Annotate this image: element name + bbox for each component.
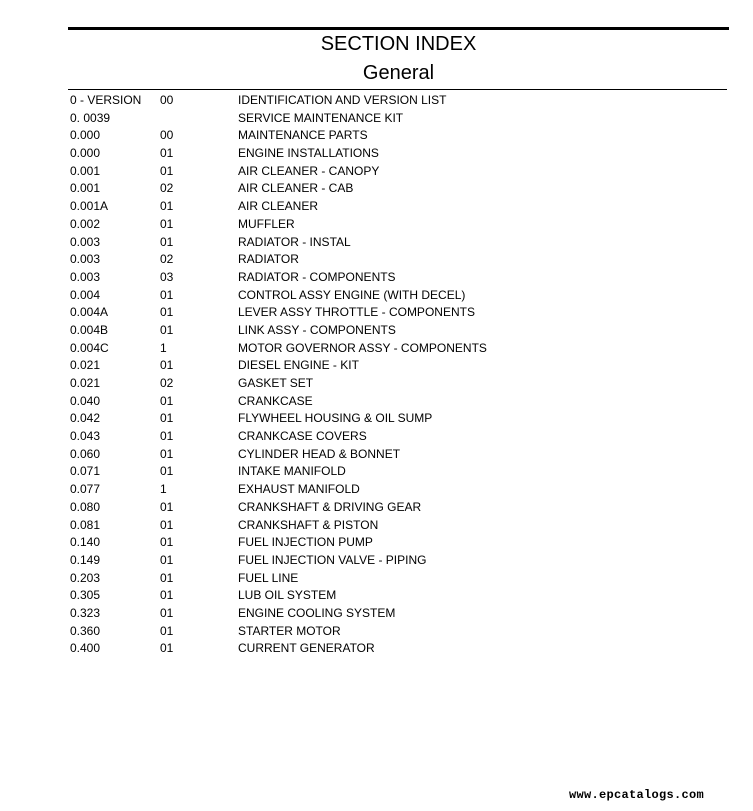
version-number: 01	[160, 517, 174, 532]
index-row	[70, 375, 727, 393]
section-number: 0.077	[70, 482, 101, 497]
section-description: RADIATOR	[238, 252, 299, 267]
watermark: www.epcatalogs.com	[568, 788, 704, 802]
index-row	[70, 357, 727, 375]
section-description: AIR CLEANER - CANOPY	[238, 163, 380, 178]
section-number: 0.001	[70, 181, 101, 196]
section-number: 0.360	[70, 623, 101, 638]
section-description: GASKET SET	[238, 376, 314, 390]
section-description: INTAKE MANIFOLD	[238, 464, 346, 479]
section-description: MOTOR GOVERNOR ASSY - COMPONENTS	[238, 340, 487, 355]
version-number: 01	[160, 570, 174, 585]
version-number: 01	[160, 393, 174, 408]
section-number: 0.001A	[70, 199, 109, 214]
index-row	[70, 623, 727, 641]
index-row	[70, 640, 727, 658]
version-number: 1	[160, 482, 167, 497]
version-number: 01	[160, 322, 174, 337]
section-number: 0.002	[70, 216, 101, 231]
index-row	[70, 127, 727, 145]
section-description: LEVER ASSY THROTTLE - COMPONENTS	[238, 305, 475, 320]
version-number: 01	[160, 623, 174, 638]
version-number: 01	[160, 446, 174, 461]
version-number: 01	[160, 199, 174, 214]
section-number: 0.060	[70, 446, 101, 461]
section-number: 0.003	[70, 252, 101, 267]
section-number: 0.000	[70, 128, 101, 143]
section-number: 0.400	[70, 641, 101, 656]
version-number: 00	[160, 128, 174, 143]
section-description: LUB OIL SYSTEM	[238, 588, 337, 603]
version-number: 01	[160, 287, 174, 302]
version-number: 01	[160, 146, 174, 161]
version-number: 01	[160, 535, 174, 550]
index-row	[70, 304, 727, 322]
version-number: 01	[160, 411, 174, 426]
section-description: DIESEL ENGINE - KIT	[238, 358, 359, 373]
version-number: 01	[160, 552, 174, 567]
index-row	[70, 340, 727, 358]
section-number: 0.021	[70, 358, 101, 373]
section-description: FLYWHEEL HOUSING & OIL SUMP	[238, 411, 433, 426]
section-number: 0.140	[70, 535, 101, 550]
section-description: CURRENT GENERATOR	[238, 641, 375, 656]
index-row	[70, 463, 727, 481]
index-row	[70, 92, 727, 110]
section-number: 0.305	[70, 588, 101, 603]
index-row	[70, 587, 727, 605]
section-number: 0.003	[70, 234, 101, 249]
section-description: FUEL INJECTION VALVE - PIPING	[238, 552, 427, 567]
index-row	[70, 534, 727, 552]
section-number: 0.081	[70, 517, 101, 532]
section-number: 0.004A	[70, 305, 109, 320]
index-row	[70, 393, 727, 411]
version-number: 01	[160, 588, 174, 603]
section-number: 0.040	[70, 393, 101, 408]
section-description: MUFFLER	[238, 216, 295, 231]
version-number: 01	[160, 499, 174, 514]
section-number: 0.003	[70, 269, 101, 284]
section-description: SERVICE MAINTENANCE KIT	[238, 110, 404, 125]
section-number: 0.043	[70, 429, 101, 444]
section-number: 0.001	[70, 163, 101, 178]
index-row	[70, 198, 727, 216]
version-number: 01	[160, 605, 174, 620]
section-description: AIR CLEANER - CAB	[238, 181, 354, 196]
section-number: 0.323	[70, 605, 101, 620]
top-rule	[68, 27, 729, 30]
index-row	[70, 163, 727, 181]
index-row	[70, 428, 727, 446]
section-description: CRANKSHAFT & PISTON	[238, 517, 379, 532]
index-row	[70, 446, 727, 464]
section-description: ENGINE INSTALLATIONS	[238, 146, 379, 161]
index-row	[70, 605, 727, 623]
page-subtitle: General	[362, 62, 435, 84]
section-number: 0.080	[70, 499, 101, 514]
subtitle-rule	[68, 89, 727, 90]
version-number: 01	[160, 234, 174, 249]
version-number: 01	[160, 464, 174, 479]
section-description: LINK ASSY - COMPONENTS	[238, 322, 396, 337]
section-description: CRANKCASE COVERS	[238, 429, 367, 444]
section-description: RADIATOR - INSTAL	[238, 234, 351, 249]
section-number: 0 - VERSION	[70, 93, 142, 107]
index-row	[70, 410, 727, 428]
section-number: 0.004B	[70, 322, 109, 337]
section-index-table	[70, 92, 727, 658]
index-row	[70, 110, 727, 128]
version-number: 01	[160, 641, 174, 656]
version-number: 02	[160, 376, 174, 390]
section-description: AIR CLEANER	[238, 199, 319, 214]
section-description: EXHAUST MANIFOLD	[238, 482, 360, 497]
section-number: 0.071	[70, 464, 101, 479]
index-row	[70, 287, 727, 305]
index-row	[70, 180, 727, 198]
version-number: 01	[160, 358, 174, 373]
version-number: 02	[160, 252, 174, 267]
section-number: 0.004	[70, 287, 101, 302]
section-number: 0.004C	[70, 340, 109, 355]
section-description: ENGINE COOLING SYSTEM	[238, 605, 396, 620]
index-row	[70, 216, 727, 234]
version-number: 01	[160, 216, 174, 231]
version-number: 02	[160, 181, 174, 196]
version-number: 01	[160, 305, 174, 320]
index-row	[70, 499, 727, 517]
section-description: CYLINDER HEAD & BONNET	[238, 446, 401, 461]
index-row	[70, 481, 727, 499]
section-number: 0. 0039	[70, 110, 111, 125]
index-row	[70, 552, 727, 570]
version-number: 03	[160, 269, 174, 284]
index-row	[70, 570, 727, 588]
version-number: 00	[160, 93, 174, 107]
index-row	[70, 322, 727, 340]
index-row	[70, 145, 727, 163]
section-number: 0.042	[70, 411, 101, 426]
section-description: CRANKSHAFT & DRIVING GEAR	[238, 499, 422, 514]
section-number: 0.021	[70, 376, 101, 390]
index-row	[70, 269, 727, 287]
section-description: CRANKCASE	[238, 393, 313, 408]
index-row	[70, 234, 727, 252]
page-title: SECTION INDEX	[320, 33, 477, 55]
section-number: 0.000	[70, 146, 101, 161]
index-row	[70, 517, 727, 535]
version-number: 1	[160, 340, 167, 355]
section-description: RADIATOR - COMPONENTS	[238, 269, 396, 284]
index-row	[70, 251, 727, 269]
version-number: 01	[160, 163, 174, 178]
section-description: FUEL INJECTION PUMP	[238, 535, 373, 550]
section-number: 0.149	[70, 552, 101, 567]
section-number: 0.203	[70, 570, 101, 585]
section-description: CONTROL ASSY ENGINE (WITH DECEL)	[238, 287, 466, 302]
section-description: FUEL LINE	[238, 570, 299, 585]
version-number: 01	[160, 429, 174, 444]
section-description: IDENTIFICATION AND VERSION LIST	[238, 93, 447, 107]
section-description: MAINTENANCE PARTS	[238, 128, 368, 143]
section-description: STARTER MOTOR	[238, 623, 341, 638]
